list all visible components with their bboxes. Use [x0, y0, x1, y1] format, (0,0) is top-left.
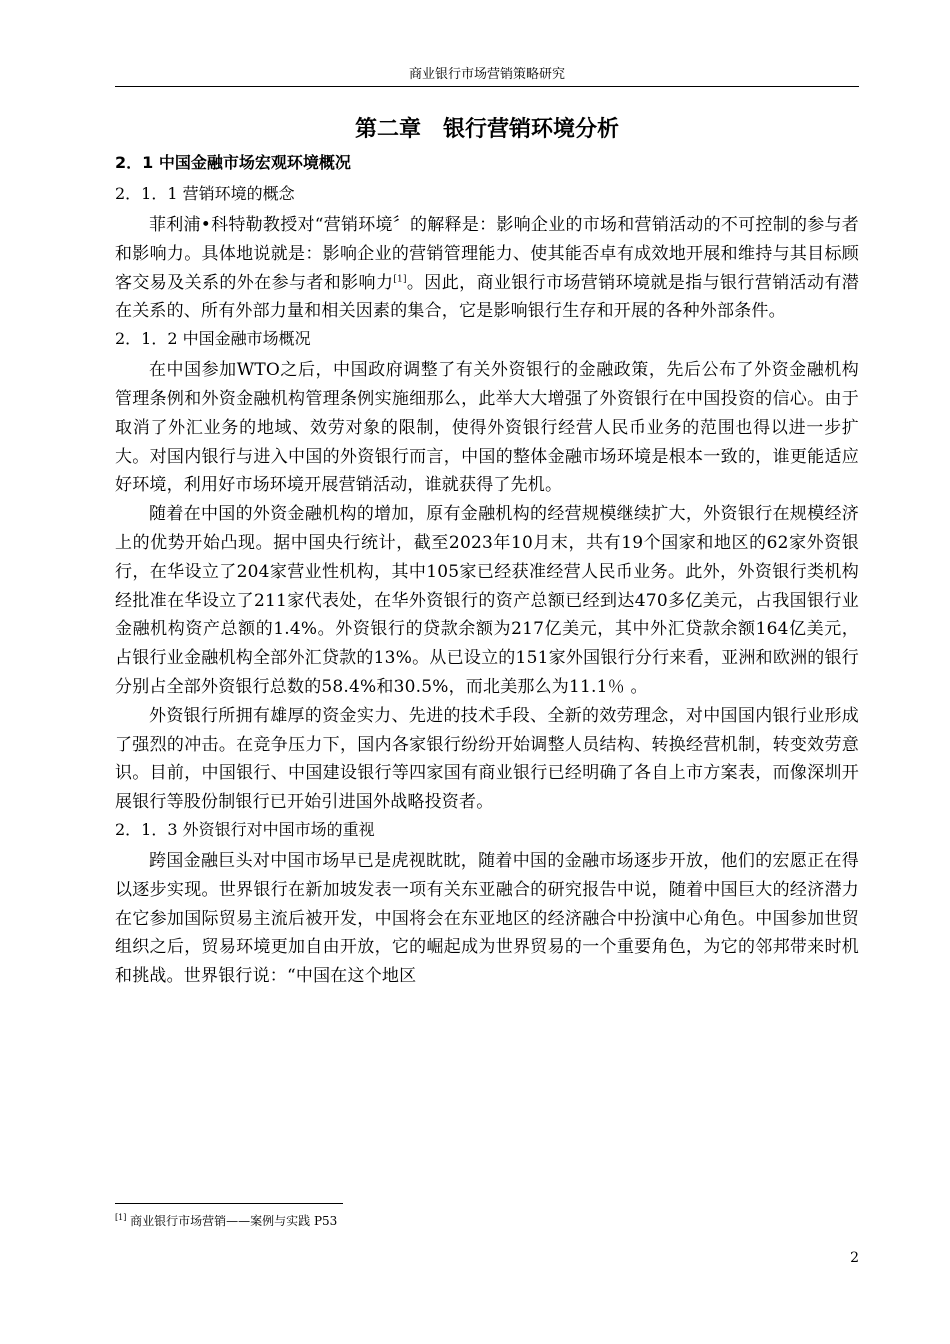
paragraph-marketing-environment [115, 211, 859, 326]
header-divider [115, 86, 859, 87]
paragraph-foreign-bank-statistics: 随着在中国的外资金融机构的增加，原有金融机构的经营规模继续扩大，外资银行在规模经济上的优势开始凸现。据中国央行统计，截至2023年10月末，共有19个国家和地区的62家外资银行，在华设立了204家营业性机构，其中105家已经获准经营人民币业务。此外，外资银行类机构经批准在华设立了211家代表处，在华外资银行的资产总额已经到达470多亿美元，占我国银行业金融机构资产总额的1.4%。外资银行的贷款余额为217亿美元，其中外汇贷款余额164亿美元，占银行业金融机构全部外汇贷款的13%。从已设立的151家外国银行分行来看，亚洲和欧洲的银行分别占全部外资银行总数的58.4%和30.5%，而北美那么为11.1％ 。 [115, 504, 859, 697]
page-number: 2 [850, 1250, 859, 1266]
paragraph-text: 菲利浦•科特勒教授对“营销环境〞的解释是：影响企业的市场和营销活动的不可控制的参与者和影响力。具体地说就是：影响企业的营销管理能力、使其能否卓有成效地开展和维持与其目标顾客交易及关系的外在参与者和影响力 [115, 215, 859, 293]
paragraph-competitive-pressure: 外资银行所拥有雄厚的资金实力、先进的技术手段、全新的效劳理念，对中国国内银行业形成了强烈的冲击。在竞争压力下，国内各家银行纷纷开始调整人员结构、转换经营机制，转变效劳意识。目前，中国银行、中国建设银行等四家国有商业银行已经明确了各自上市方案表，而像深圳开展银行等股份制银行已开始引进国外战略投资者。 [115, 705, 859, 813]
footnote-text: 商业银行市场营销——案例与实践 P53 [126, 1214, 338, 1228]
footnote-marker: [1] [115, 1213, 127, 1222]
section-heading-2-1-1: 2．1．1 营销环境的概念 [115, 184, 295, 203]
section-heading-2-1-2: 2．1．2 中国金融市场概况 [115, 329, 311, 349]
paragraph-text: 。因此，商业银行市场营销环境就是指与银行营销活动有潜在关系的、所有外部力量和相关因素的集合，它是影响银行生存和开展的各种外部条件。 [115, 272, 859, 322]
running-header: 商业银行市场营销策略研究 [408, 67, 565, 82]
section-heading-2-1: 2．1 中国金融市场宏观环境概况 [115, 153, 351, 172]
chapter-title: 第二章 银行营销环境分析 [354, 117, 619, 142]
section-heading-2-1-3: 2．1．3 外资银行对中国市场的重视 [115, 819, 375, 839]
page-body [115, 114, 859, 991]
footnote-divider [115, 1203, 343, 1204]
paragraph-wto-policy: 在中国参加WTO之后，中国政府调整了有关外资银行的金融政策，先后公布了外资金融机构管理条例和外资金融机构管理条例实施细那么，此举大大增强了外资银行在中国投资的信心。由于取消了外汇业务的地域、效劳对象的限制，使得外资银行经营人民币业务的范围也得以进一步扩大。对国内银行与进入中国的外资银行而言，中国的整体金融市场环境是根本一致的，谁更能适应好环境，利用好市场环境开展营销活动，谁就获得了先机。 [115, 360, 859, 496]
footnote-reference[interactable]: [1] [393, 273, 407, 284]
footnote [115, 1213, 337, 1229]
paragraph-foreign-bank-interest: 跨国金融巨头对中国市场早已是虎视眈眈，随着中国的金融市场逐步开放，他们的宏愿正在得以逐步实现。世界银行在新加坡发表一项有关东亚融合的研究报告中说，随着中国巨大的经济潜力在它参加国际贸易主流后被开发，中国将会在东亚地区的经济融合中扮演中心角色。中国参加世贸组织之后，贸易环境更加自由开放，它的崛起成为世界贸易的一个重要角色，为它的邻邦带来时机和挑战。世界银行说：“中国在这个地区 [115, 850, 859, 987]
